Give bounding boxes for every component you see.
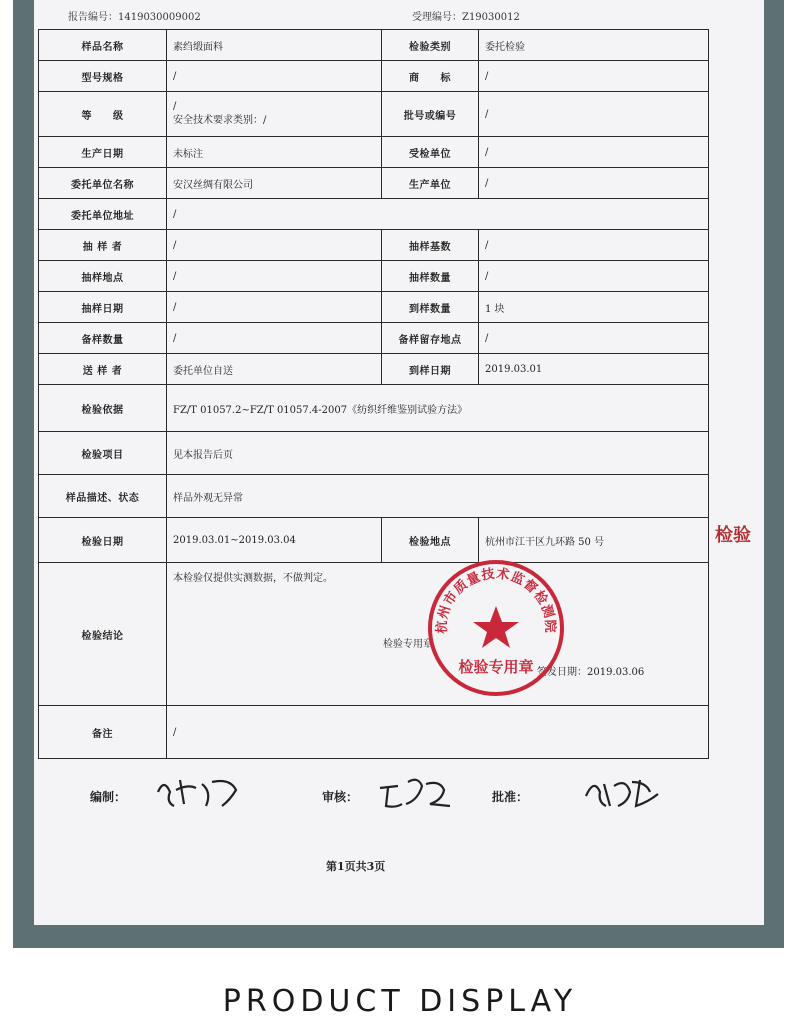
inspection-form-table (38, 29, 709, 759)
batch-number-value: / (479, 92, 709, 137)
seal-center-text: 检验专用章 (458, 658, 534, 676)
reserve-location-label: 备样留存地点 (382, 323, 479, 354)
standard-label: 检验依据 (39, 385, 167, 432)
table-row (39, 563, 709, 706)
sampling-base-label: 抽样基数 (382, 230, 479, 261)
conclusion-label: 检验结论 (39, 563, 167, 706)
client-address-value: / (167, 199, 709, 230)
table-row (39, 518, 709, 563)
remarks-value: / (167, 706, 709, 759)
table-row (39, 137, 709, 168)
production-date-label: 生产日期 (39, 137, 167, 168)
batch-number-label: 批号或编号 (382, 92, 479, 137)
sampling-place-label: 抽样地点 (39, 261, 167, 292)
inspection-date-label: 检验日期 (39, 518, 167, 563)
model-value: / (167, 61, 382, 92)
submitter-label: 送 样 者 (39, 354, 167, 385)
sampling-date-value: / (167, 292, 382, 323)
sample-name-value: 素绉缎面料 (167, 30, 382, 61)
official-seal (424, 556, 568, 700)
grade-label: 等 级 (39, 92, 167, 137)
page-number: 第1页共3页 (326, 860, 386, 873)
trademark-value: / (479, 61, 709, 92)
inspection-type-value: 委托检验 (479, 30, 709, 61)
table-row (39, 323, 709, 354)
table-row (39, 168, 709, 199)
sampling-quantity-label: 抽样数量 (382, 261, 479, 292)
issue-date-value: 2019.03.06 (587, 667, 645, 678)
table-row (39, 292, 709, 323)
table-row (39, 706, 709, 759)
received-quantity-value: 1 块 (479, 292, 709, 323)
inspection-place-label: 检验地点 (382, 518, 479, 563)
safety-category: 安全技术要求类别：/ (173, 115, 267, 126)
product-display-title: PRODUCT DISPLAY (222, 984, 578, 1019)
prepared-by-label: 编制： (90, 790, 127, 804)
sampler-label: 抽 样 者 (39, 230, 167, 261)
sampler-value: / (167, 230, 382, 261)
client-name-label: 委托单位名称 (39, 168, 167, 199)
inspected-unit-label: 受检单位 (382, 137, 479, 168)
issue-date-label: 签发日期： (537, 667, 587, 678)
prepared-by-signature (150, 762, 250, 818)
client-name-value: 安汉丝绸有限公司 (167, 168, 382, 199)
approved-by-label: 批准： (492, 790, 529, 804)
test-items-label: 检验项目 (39, 432, 167, 475)
table-row (39, 92, 709, 137)
grade-value (167, 92, 382, 137)
seal-label: 检验专用章 (383, 639, 433, 650)
client-address-label: 委托单位地址 (39, 199, 167, 230)
conclusion-text: 本检验仅提供实测数据，不做判定。 (173, 573, 333, 584)
inspection-date-value: 2019.03.01~2019.03.04 (167, 518, 382, 563)
seal-star-icon (473, 606, 519, 648)
grade-value-line: / (173, 101, 177, 112)
manufacturer-label: 生产单位 (382, 168, 479, 199)
table-row (39, 354, 709, 385)
table-row (39, 432, 709, 475)
arrival-date-value: 2019.03.01 (479, 354, 709, 385)
table-row (39, 199, 709, 230)
table-row (39, 30, 709, 61)
report-number-label: 报告编号： (68, 12, 118, 23)
side-seal (712, 525, 754, 547)
accept-number-value: Z19030012 (462, 12, 520, 23)
sampling-quantity-value: / (479, 261, 709, 292)
table-row (39, 230, 709, 261)
report-number (68, 8, 201, 23)
accept-number (412, 8, 520, 23)
submitter-value: 委托单位自送 (167, 354, 382, 385)
remarks-label: 备注 (39, 706, 167, 759)
approved-by-signature (580, 762, 670, 818)
model-label: 型号规格 (39, 61, 167, 92)
arrival-date-label: 到样日期 (382, 354, 479, 385)
inspected-unit-value: / (479, 137, 709, 168)
received-quantity-label: 到样数量 (382, 292, 479, 323)
standard-value: FZ/T 01057.2~FZ/T 01057.4-2007《纺织纤维鉴别试验方法》 (167, 385, 709, 432)
inspection-place-value: 杭州市江干区九环路 50 号 (479, 518, 709, 563)
side-seal-text: 检验 (715, 525, 751, 546)
reserve-quantity-label: 备样数量 (39, 323, 167, 354)
sample-description-value: 样品外观无异常 (167, 475, 709, 518)
sample-description-label: 样品描述、状态 (39, 475, 167, 518)
manufacturer-value: / (479, 168, 709, 199)
inspection-type-label: 检验类别 (382, 30, 479, 61)
table-row (39, 261, 709, 292)
table-row (39, 61, 709, 92)
reviewed-by-label: 审核： (322, 790, 359, 804)
sampling-base-value: / (479, 230, 709, 261)
reviewed-by-signature (376, 762, 466, 818)
sample-name-label: 样品名称 (39, 30, 167, 61)
seal-ring-text: 杭州市质量技术监督检测院 (434, 566, 558, 634)
sampling-date-label: 抽样日期 (39, 292, 167, 323)
reserve-quantity-value: / (167, 323, 382, 354)
test-items-value: 见本报告后页 (167, 432, 709, 475)
production-date-value: 未标注 (167, 137, 382, 168)
trademark-label: 商 标 (382, 61, 479, 92)
report-number-value: 1419030009002 (118, 12, 201, 23)
table-row (39, 385, 709, 432)
accept-number-label: 受理编号： (412, 12, 462, 23)
sampling-place-value: / (167, 261, 382, 292)
reserve-location-value: / (479, 323, 709, 354)
table-row (39, 475, 709, 518)
